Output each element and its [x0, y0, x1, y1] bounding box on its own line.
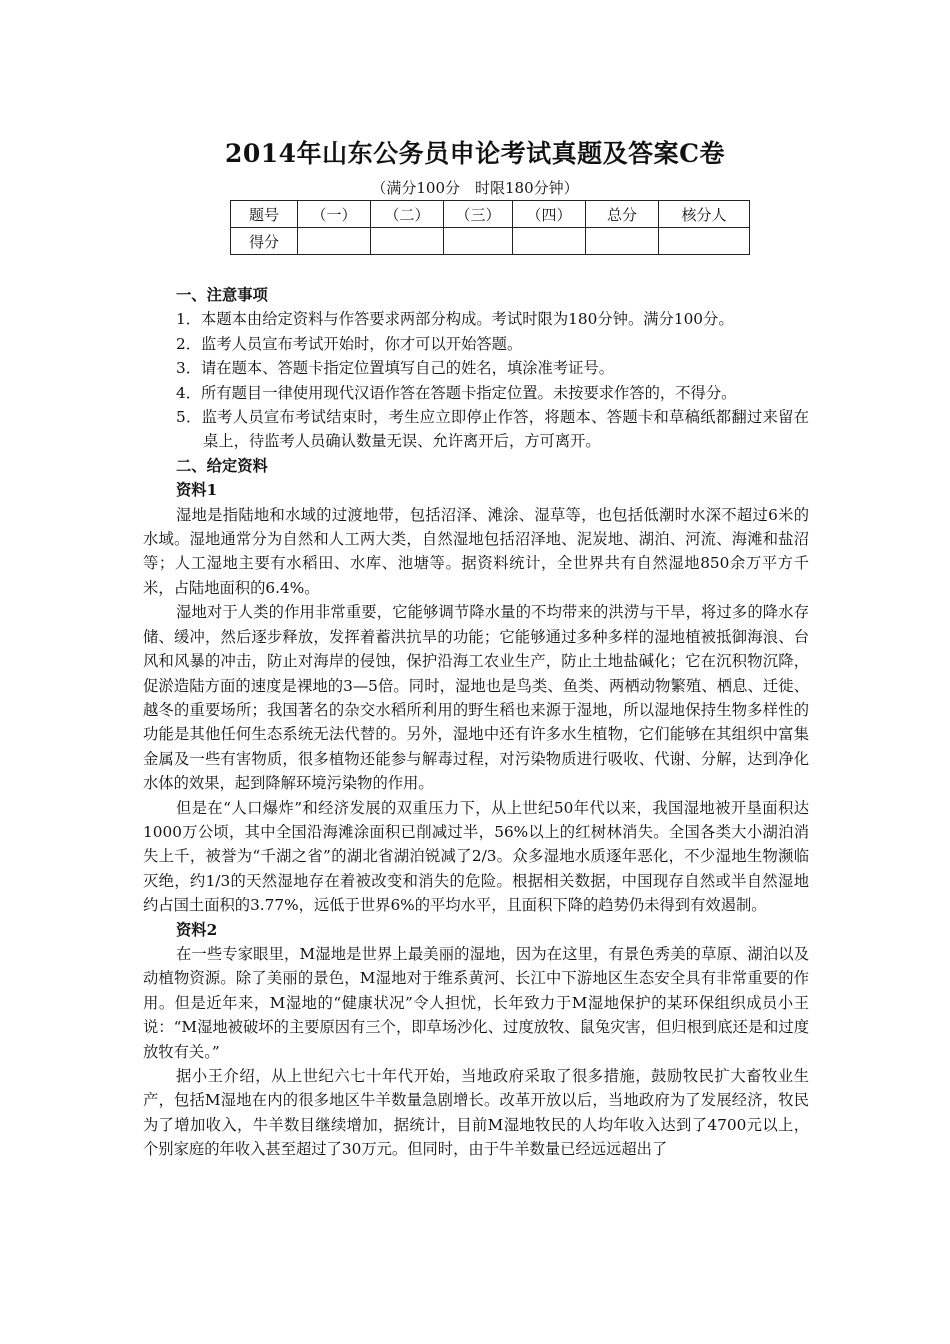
document-title: 2014年山东公务员申论考试真题及答案C卷: [225, 139, 725, 168]
score-header-cell: 核分人: [659, 201, 750, 228]
score-empty-cell: [298, 228, 371, 255]
material-2-paragraph: 在一些专家眼里，M湿地是世界上最美丽的湿地，因为在这里，有景色秀美的草原、湖泊以及动植物资源。除了美丽的景色，M湿地对于维系黄河、长江中下游地区生态安全具有非常重要的作用。但是近年来，M湿地的“健康状况”令人担忧，长年致力于M湿地保护的某环保组织成员小王说：“M湿地被破坏的主要原因有三个，即草场沙化、过度放牧、鼠兔灾害，但归根到底还是和过度放牧有关。”: [143, 944, 809, 1061]
material-1-paragraph: 湿地对于人类的作用非常重要，它能够调节降水量的不均带来的洪涝与干旱，将过多的降水存储、缓冲，然后逐步释放，发挥着蓄洪抗旱的功能；它能够通过多种多样的湿地植被抵御海浪、台风和风暴的冲击，防止对海岸的侵蚀，保护沿海工农业生产，防止土地盐碱化；它在沉积物沉降，促淤造陆方面的速度是裸地的3—5倍。同时，湿地也是鸟类、鱼类、两栖动物繁殖、栖息、迁徙、越冬的重要场所；我国著名的杂交水稻所利用的野生稻也来源于湿地，所以湿地保持生物多样性的功能是其他任何生态系统无法代替的。另外，湿地中还有许多水生植物，它们能够在其组织中富集金属及一些有害物质，很多植物还能参与解毒过程，对污染物质进行吸收、代谢、分解，达到净化水体的效果，起到降解环境污染物的作用。: [143, 603, 809, 793]
material-1-paragraph: 但是在“人口爆炸”和经济发展的双重压力下，从上世纪50年代以来，我国湿地被开垦面积达1000万公顷，其中全国沿海滩涂面积已削减过半，56%以上的红树林消失。全国各类大小湖泊消失上千，被誉为“千湖之省”的湖北省湖泊锐减了2/3。众多湿地水质逐年恶化，不少湿地生物濒临灭绝，约1/3的天然湿地存在着被改变和消失的危险。根据相关数据，中国现存自然或半自然湿地约占国土面积的3.77%，远低于世界6%的平均水平，且面积下降的趋势仍未得到有效遏制。: [143, 798, 809, 915]
score-header-cell: （二）: [371, 201, 444, 228]
score-row-label: 得分: [231, 228, 298, 255]
materials-heading: 二、给定资料: [176, 456, 268, 475]
material-1-label: 资料1: [176, 481, 218, 500]
document-body: [143, 283, 809, 1162]
score-empty-cell: [371, 228, 444, 255]
notice-item: 4．所有题目一律使用现代汉语作答在答题卡指定位置。未按要求作答的，不得分。: [176, 383, 737, 402]
notice-item: 3．请在题本、答题卡指定位置填写自己的姓名，填涂准考证号。: [176, 359, 615, 378]
score-empty-cell: [659, 228, 750, 255]
score-table-score-row: [231, 228, 750, 255]
score-header-cell: （四）: [513, 201, 586, 228]
score-header-cell: 题号: [231, 201, 298, 228]
score-header-cell: （一）: [298, 201, 371, 228]
score-empty-cell: [513, 228, 586, 255]
notice-item: 1．本题本由给定资料与作答要求两部分构成。考试时限为180分钟。满分100分。: [176, 310, 734, 329]
score-table: [230, 200, 750, 255]
score-empty-cell: [444, 228, 513, 255]
score-table-header-row: [231, 201, 750, 228]
notice-heading: 一、注意事项: [176, 286, 268, 304]
material-2-paragraph: 据小王介绍，从上世纪六七十年代开始，当地政府采取了很多措施，鼓励牧民扩大畜牧业生产，包括M湿地在内的很多地区牛羊数量急剧增长。改革开放以后，当地政府为了发展经济，牧民为了增加收入，牛羊数目继续增加，据统计，目前M湿地牧民的人均年收入达到了4700元以上，个别家庭的年收入甚至超过了30万元。但同时，由于牛羊数量已经远远超出了: [143, 1067, 809, 1159]
score-empty-cell: [586, 228, 659, 255]
score-header-cell: 总分: [586, 201, 659, 228]
notice-item: 5．监考人员宣布考试结束时，考生应立即停止作答，将题本、答题卡和草稿纸都翻过来留在桌上，待监考人员确认数量无误、允许离开后，方可离开。: [176, 408, 809, 451]
notice-item: 2．监考人员宣布考试开始时，你才可以开始答题。: [176, 334, 523, 353]
document-subtitle: （满分100分 时限180分钟）: [371, 179, 579, 197]
material-1-paragraph: 湿地是指陆地和水域的过渡地带，包括沼泽、滩涂、湿草等，也包括低潮时水深不超过6米的水域。湿地通常分为自然和人工两大类，自然湿地包括沼泽地、泥炭地、湖泊、河流、海滩和盐沼等；人工湿地主要有水稻田、水库、池塘等。据资料统计，全世界共有自然湿地850余万平方千米，占陆地面积的6.4%。: [143, 505, 809, 597]
material-2-label: 资料2: [176, 920, 218, 939]
score-header-cell: （三）: [444, 201, 513, 228]
